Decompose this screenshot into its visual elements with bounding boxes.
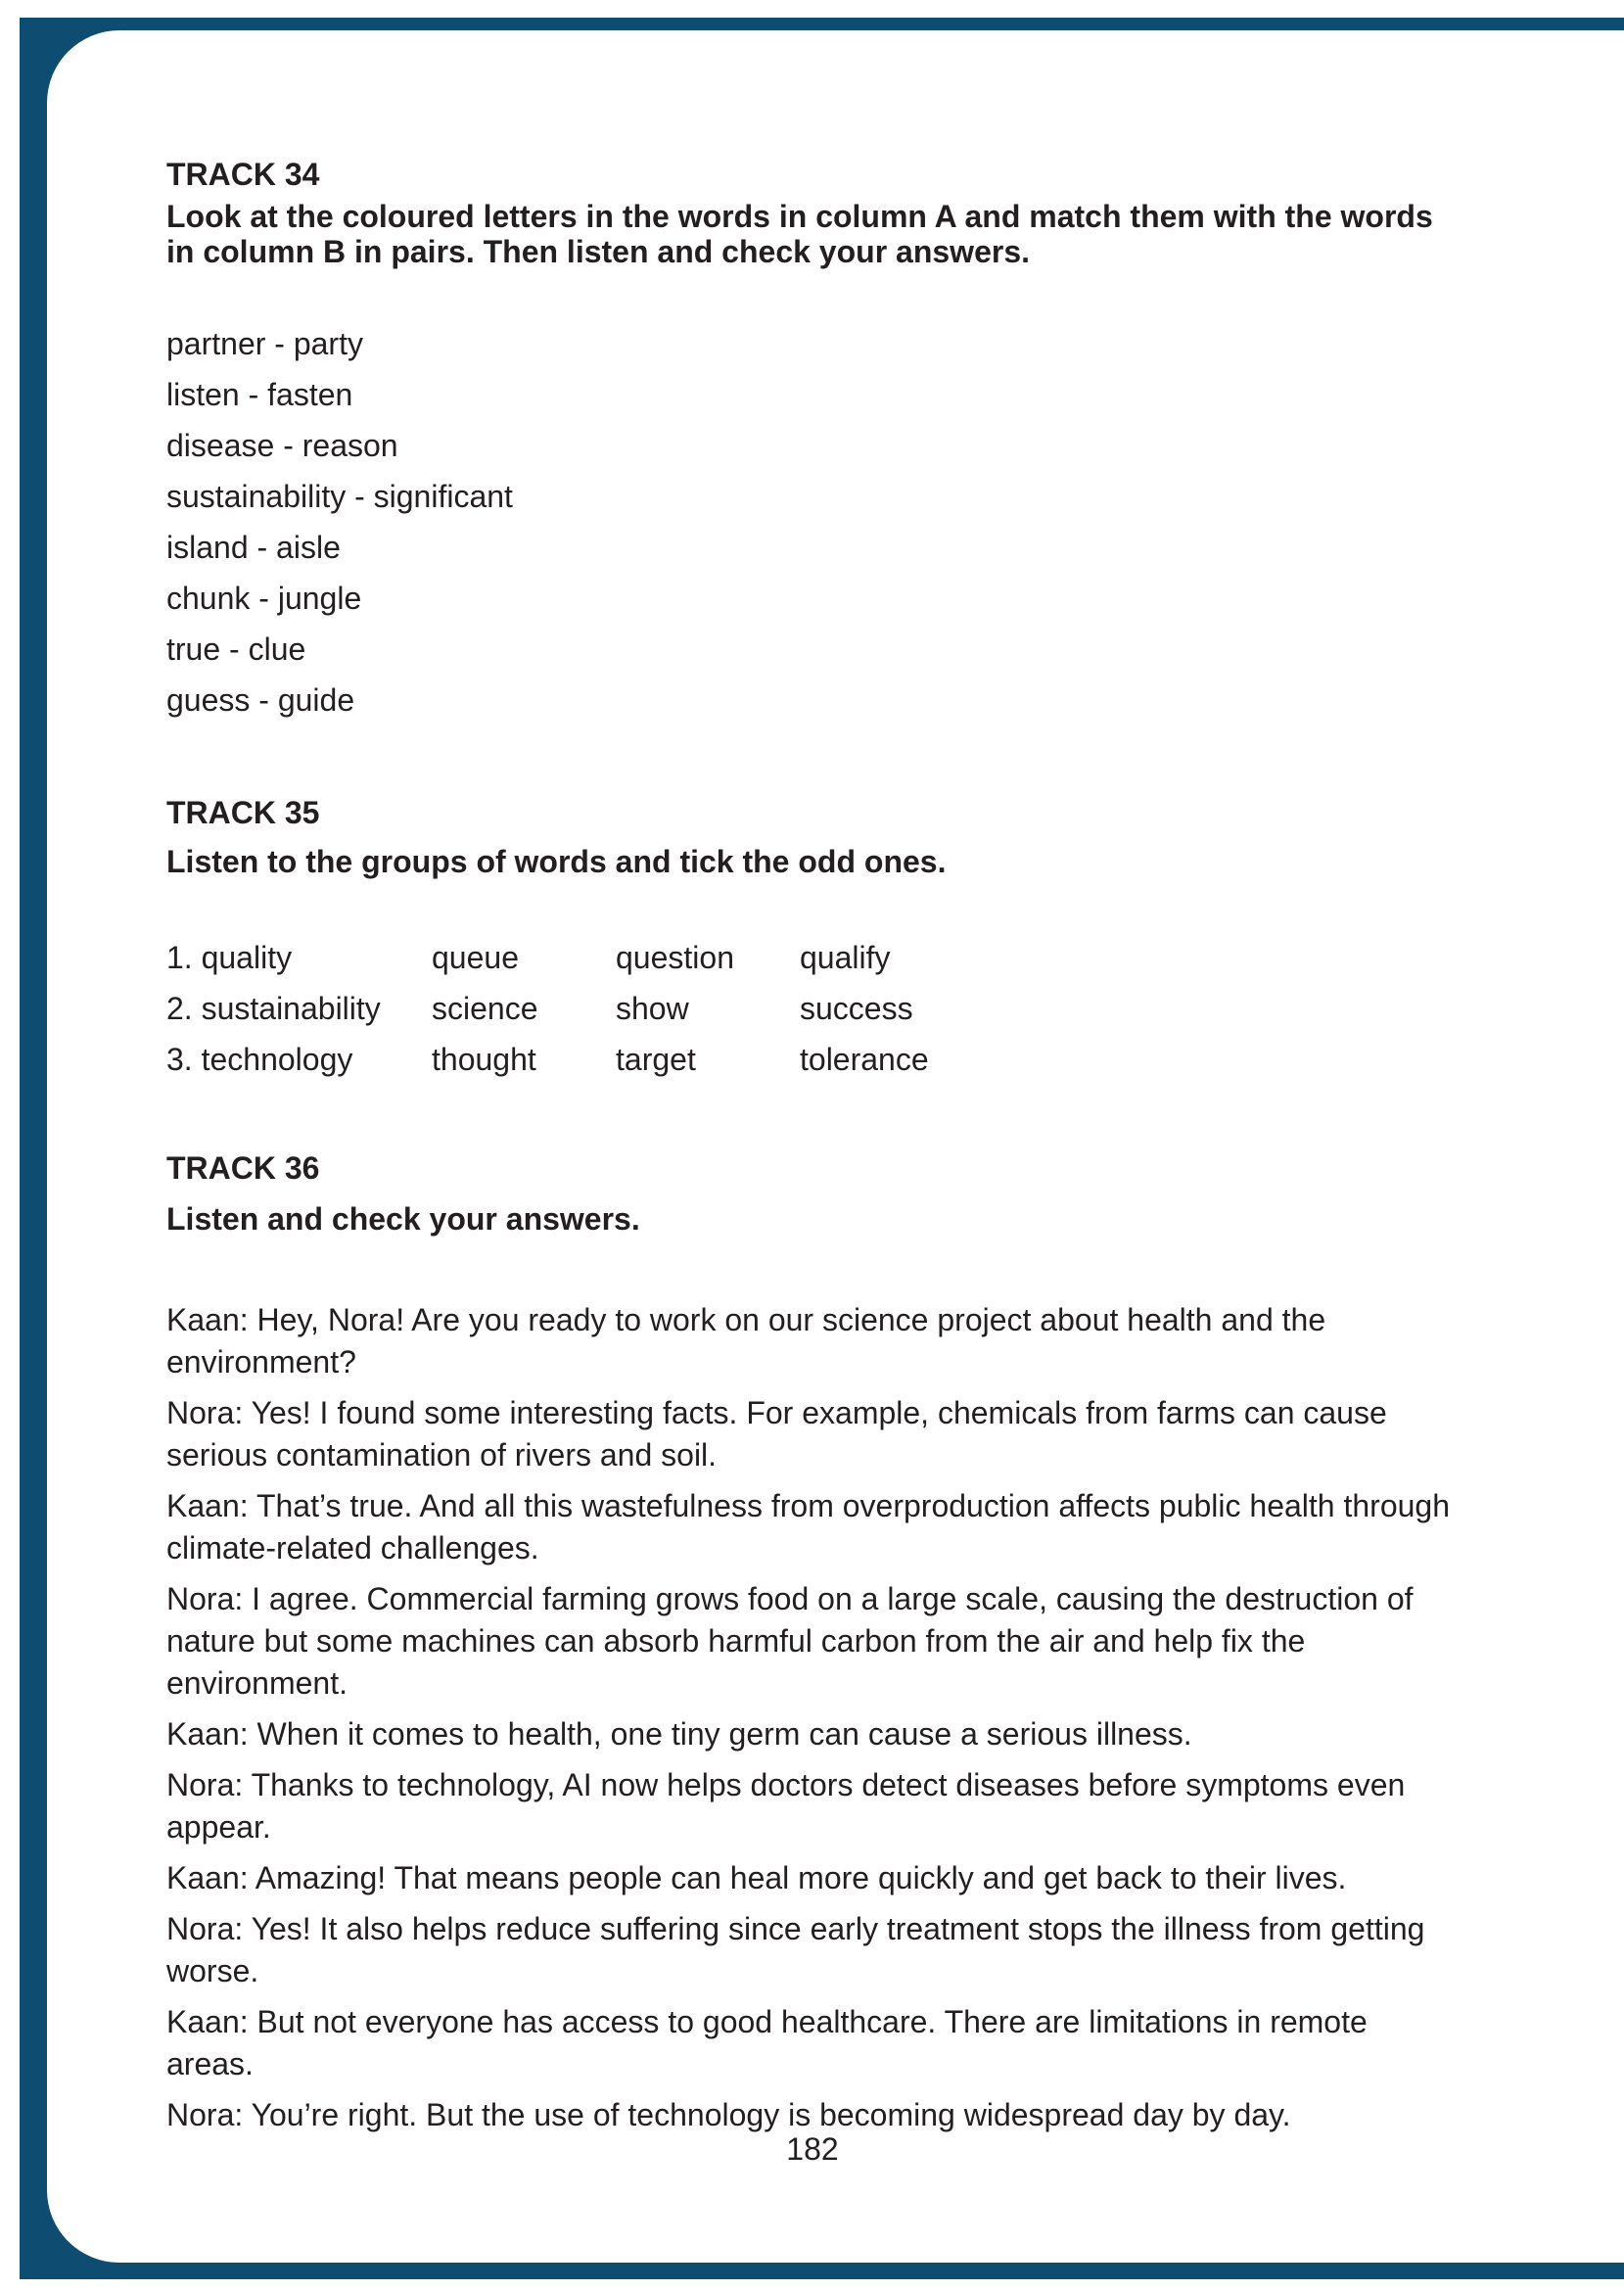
track-34-title: TRACK 34 xyxy=(166,157,320,192)
word-cell: target xyxy=(616,1042,696,1077)
dialogue-line: Nora: You’re right. But the use of technology is becoming widespread day by day. xyxy=(166,2097,1291,2132)
dialogue-line: Kaan: Hey, Nora! Are you ready to work on our science project about health and the environment? xyxy=(166,1302,1326,1379)
dialogue-line: Kaan: When it comes to health, one tiny germ can cause a serious illness. xyxy=(166,1716,1192,1752)
word-cell: show xyxy=(616,991,689,1026)
word-group-table xyxy=(166,932,996,1085)
dialogue-line: Nora: Yes! I found some interesting facts. For example, chemicals from farms can cause serious contamination of rivers and soil. xyxy=(166,1395,1387,1473)
word-group-row xyxy=(166,1034,996,1085)
dialogue-line: Nora: Yes! It also helps reduce suffering since early treatment stops the illness from getting worse. xyxy=(166,1911,1425,1988)
word-cell: thought xyxy=(432,1042,536,1077)
dialogue-line: Kaan: Amazing! That means people can heal more quickly and get back to their lives. xyxy=(166,1860,1347,1895)
word-pair: sustainability - significant xyxy=(166,479,513,514)
track-34-section xyxy=(166,157,1459,725)
word-cell: qualify xyxy=(800,940,891,975)
word-cell: 1. quality xyxy=(166,940,293,975)
dialogue-transcript xyxy=(166,1299,1459,2136)
word-pair: partner - party xyxy=(166,326,363,361)
word-cell: 2. sustainability xyxy=(166,991,381,1026)
word-pair: disease - reason xyxy=(166,428,398,463)
word-group-row xyxy=(166,983,996,1034)
dialogue-line: Kaan: But not everyone has access to good healthcare. There are limitations in remote areas. xyxy=(166,2004,1368,2081)
dialogue-line: Nora: I agree. Commercial farming grows food on a large scale, causing the destruction of nature but some machines can absorb harmful carbon from the air and help fix the environment. xyxy=(166,1581,1414,1701)
track-36-section xyxy=(166,1150,1459,2145)
word-cell: question xyxy=(616,940,734,975)
dialogue-line: Kaan: That’s true. And all this wastefulness from overproduction affects public health through climate-related challenges. xyxy=(166,1488,1450,1566)
word-pair: listen - fasten xyxy=(166,377,353,412)
word-cell: tolerance xyxy=(800,1042,929,1077)
word-pair: guess - guide xyxy=(166,682,355,718)
track-35-instruction: Listen to the groups of words and tick the odd ones. xyxy=(166,844,947,879)
word-cell: success xyxy=(800,991,913,1026)
page-number: 182 xyxy=(786,2131,839,2167)
dialogue-line: Nora: Thanks to technology, AI now helps doctors detect diseases before symptoms even appear. xyxy=(166,1767,1406,1845)
track-35-section xyxy=(166,795,1459,1085)
word-cell: queue xyxy=(432,940,519,975)
word-group-row xyxy=(166,932,996,983)
word-pair: chunk - jungle xyxy=(166,581,362,616)
track-36-title: TRACK 36 xyxy=(166,1150,320,1186)
word-cell: science xyxy=(432,991,538,1026)
track-35-title: TRACK 35 xyxy=(166,795,320,830)
word-pair-list xyxy=(166,318,1459,725)
word-cell: 3. technology xyxy=(166,1042,353,1077)
word-pair: true - clue xyxy=(166,631,306,667)
track-34-instruction: Look at the coloured letters in the words in column A and match them with the words in column B in pairs. Then listen and check your answers. xyxy=(166,199,1433,269)
track-36-instruction: Listen and check your answers. xyxy=(166,1201,640,1237)
word-pair: island - aisle xyxy=(166,530,341,565)
